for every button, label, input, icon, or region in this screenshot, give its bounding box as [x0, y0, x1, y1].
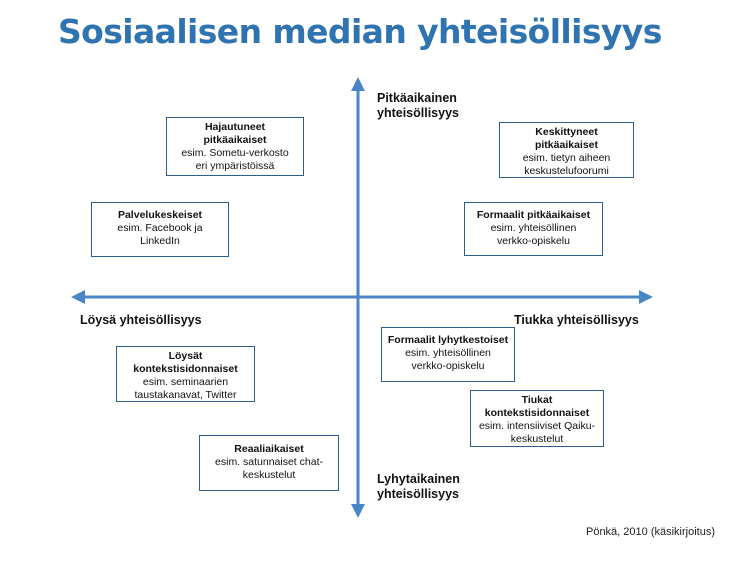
box-keskittyneet: Keskittyneet pitkäaikaiset esim. tietyn aiheen keskustelufoorumi [499, 122, 634, 178]
box-palvelukeskeiset: Palvelukeskeiset esim. Facebook ja LinkedIn [91, 202, 229, 257]
axis-label-left: Löysä yhteisöllisyys [80, 313, 202, 327]
box-formaalit-pitkaaikaiset: Formaalit pitkäaikaiset esim. yhteisöllinen verkko-opiskelu [464, 202, 603, 256]
page-title: Sosiaalisen median yhteisöllisyys [58, 12, 662, 51]
box-hajautuneet: Hajautuneet pitkäaikaiset esim. Sometu-verkosto eri ympäristöissä [166, 117, 304, 176]
citation: Pönkä, 2010 (käsikirjoitus) [585, 526, 715, 538]
box-loysat: Löysät kontekstisidonnaiset esim. seminaarien taustakanavat, Twitter [116, 346, 255, 402]
box-reaaliaikaiset: Reaaliaikaiset esim. satunnaiset chat- keskustelut [199, 435, 339, 491]
axis-label-right: Tiukka yhteisöllisyys [514, 313, 639, 327]
axis-label-top: Pitkäaikainen yhteisöllisyys [377, 91, 459, 120]
box-formaalit-lyhytkestoiset: Formaalit lyhytkestoiset esim. yhteisöllinen verkko-opiskelu [381, 327, 515, 382]
arrow-left-icon [71, 290, 85, 304]
arrow-down-icon [351, 504, 365, 518]
axis-label-bottom: Lyhytaikainen yhteisöllisyys [377, 472, 460, 501]
arrow-up-icon [351, 77, 365, 91]
arrow-right-icon [639, 290, 653, 304]
box-tiukat: Tiukat kontekstisidonnaiset esim. intensiiviset Qaiku- keskustelut [470, 390, 604, 447]
